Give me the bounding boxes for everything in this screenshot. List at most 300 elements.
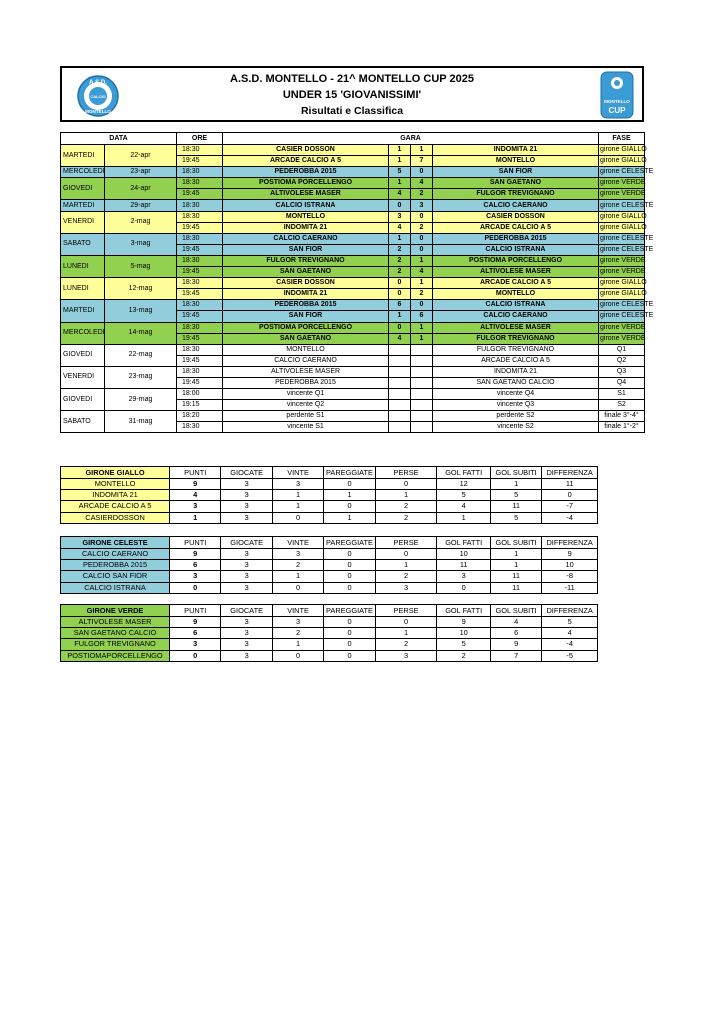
match-phase: girone CELESTE	[599, 167, 645, 178]
away-team: ARCADE CALCIO A 5	[433, 278, 599, 289]
stat-vinte: 0	[272, 512, 323, 523]
stat-pareggiate: 0	[324, 628, 375, 639]
stat-giocate: 3	[221, 560, 272, 571]
match-time: 18:30	[177, 178, 223, 189]
match-phase: S1	[599, 389, 645, 400]
team-name: FULGOR TREVIGNANO	[61, 639, 170, 650]
stat-perse: 1	[375, 560, 437, 571]
stat-gf: 5	[437, 639, 490, 650]
stat-diff: 11	[542, 479, 598, 490]
match-row	[61, 411, 645, 422]
match-phase: girone VERDE	[599, 189, 645, 200]
away-score: 4	[411, 178, 433, 189]
standings-column-header: GOL FATTI	[437, 467, 490, 479]
standings-column-header: PAREGGIATE	[324, 537, 375, 549]
stat-vinte: 1	[272, 571, 323, 582]
stat-punti: 6	[170, 560, 221, 571]
stat-pareggiate: 0	[324, 560, 375, 571]
stat-gs: 11	[490, 571, 541, 582]
match-day: LUNEDI	[61, 255, 105, 277]
match-time: 18:30	[177, 422, 223, 433]
standings-column-header: GOL SUBITI	[490, 537, 541, 549]
schedule-header-row	[61, 133, 645, 145]
stat-pareggiate: 0	[324, 639, 375, 650]
match-phase: girone CELESTE	[599, 233, 645, 244]
match-row	[61, 389, 645, 400]
match-phase: Q4	[599, 377, 645, 388]
home-team: MONTELLO	[223, 344, 389, 355]
standings-celeste-table	[60, 536, 598, 594]
stat-gf: 1	[437, 512, 490, 523]
stat-vinte: 3	[272, 617, 323, 628]
standings-column-header: PUNTI	[170, 605, 221, 617]
stat-giocate: 3	[221, 501, 272, 512]
away-score: 1	[411, 145, 433, 156]
away-score	[411, 400, 433, 411]
stat-perse: 3	[375, 650, 437, 661]
match-time: 18:30	[177, 278, 223, 289]
standings-column-header: PUNTI	[170, 537, 221, 549]
match-row	[61, 278, 645, 289]
stat-vinte: 1	[272, 639, 323, 650]
match-phase: girone VERDE	[599, 178, 645, 189]
stat-gs: 5	[490, 490, 541, 501]
group-name: GIRONE VERDE	[61, 605, 170, 617]
stat-giocate: 3	[221, 617, 272, 628]
stat-gs: 11	[490, 582, 541, 593]
home-score: 4	[389, 222, 411, 233]
match-date: 22-mag	[105, 344, 177, 366]
stat-diff: -7	[542, 501, 598, 512]
stat-gf: 4	[437, 501, 490, 512]
team-name: CALCIO CAERANO	[61, 549, 170, 560]
away-team: MONTELLO	[433, 289, 599, 300]
header-data: DATA	[61, 133, 177, 145]
match-phase: girone GIALLO	[599, 289, 645, 300]
stat-giocate: 3	[221, 628, 272, 639]
match-phase: finale 1°-2°	[599, 422, 645, 433]
match-phase: girone VERDE	[599, 333, 645, 344]
away-team: CALCIO ISTRANA	[433, 244, 599, 255]
match-phase: girone CELESTE	[599, 200, 645, 211]
home-team: ARCADE CALCIO A 5	[223, 156, 389, 167]
stat-vinte: 2	[272, 628, 323, 639]
stat-giocate: 3	[221, 512, 272, 523]
standings-row	[61, 560, 598, 571]
stat-perse: 0	[375, 617, 437, 628]
stat-diff: 9	[542, 549, 598, 560]
match-time: 18:30	[177, 233, 223, 244]
match-phase: girone CELESTE	[599, 311, 645, 322]
match-phase: Q1	[599, 344, 645, 355]
standings-column-header: DIFFERENZA	[542, 605, 598, 617]
match-day: MERCOLEDI	[61, 322, 105, 344]
svg-text:A.S.D.: A.S.D.	[89, 80, 107, 86]
standings-column-header: PAREGGIATE	[324, 467, 375, 479]
standings-column-header: GIOCATE	[221, 605, 272, 617]
away-team: vincente Q3	[433, 400, 599, 411]
match-phase: Q2	[599, 355, 645, 366]
standings-row	[61, 479, 598, 490]
match-phase: finale 3°-4°	[599, 411, 645, 422]
match-phase: girone GIALLO	[599, 278, 645, 289]
match-date: 14-mag	[105, 322, 177, 344]
match-phase: girone GIALLO	[599, 145, 645, 156]
home-score	[389, 377, 411, 388]
away-team: FULGOR TREVIGNANO	[433, 344, 599, 355]
match-row	[61, 322, 645, 333]
stat-diff: -4	[542, 639, 598, 650]
standings-header-row	[61, 605, 598, 617]
match-date: 12-mag	[105, 278, 177, 300]
home-team: SAN GAETANO	[223, 267, 389, 278]
team-name: ARCADE CALCIO A 5	[61, 501, 170, 512]
stat-giocate: 3	[221, 639, 272, 650]
away-score: 2	[411, 289, 433, 300]
away-score: 0	[411, 233, 433, 244]
away-score: 1	[411, 255, 433, 266]
stat-perse: 2	[375, 512, 437, 523]
away-score: 1	[411, 278, 433, 289]
stat-pareggiate: 1	[324, 490, 375, 501]
stat-perse: 2	[375, 571, 437, 582]
stat-punti: 9	[170, 479, 221, 490]
stat-pareggiate: 0	[324, 650, 375, 661]
team-name: POSTIOMAPORCELLENGO	[61, 650, 170, 661]
match-time: 18:30	[177, 344, 223, 355]
match-time: 19:45	[177, 267, 223, 278]
stat-gf: 2	[437, 650, 490, 661]
match-time: 19:15	[177, 400, 223, 411]
stat-diff: 4	[542, 628, 598, 639]
away-team: ARCADE CALCIO A 5	[433, 222, 599, 233]
away-team: SAN GAETANO	[433, 178, 599, 189]
match-time: 19:45	[177, 244, 223, 255]
stat-giocate: 3	[221, 490, 272, 501]
standings-column-header: VINTE	[272, 605, 323, 617]
match-date: 22-apr	[105, 145, 177, 167]
home-team: ALTIVOLESE MASER	[223, 366, 389, 377]
stat-gs: 5	[490, 512, 541, 523]
home-team: FULGOR TREVIGNANO	[223, 255, 389, 266]
home-score: 0	[389, 278, 411, 289]
match-date: 29-mag	[105, 389, 177, 411]
stat-pareggiate: 0	[324, 617, 375, 628]
match-phase: girone GIALLO	[599, 156, 645, 167]
standings-column-header: GIOCATE	[221, 537, 272, 549]
home-team: SAN FIOR	[223, 311, 389, 322]
match-row	[61, 145, 645, 156]
home-team: PEDEROBBA 2015	[223, 300, 389, 311]
away-score: 2	[411, 189, 433, 200]
match-time: 18:30	[177, 200, 223, 211]
match-time: 19:45	[177, 377, 223, 388]
stat-gs: 9	[490, 639, 541, 650]
match-day: MARTEDI	[61, 145, 105, 167]
team-name: MONTELLO	[61, 479, 170, 490]
team-name: PEDEROBBA 2015	[61, 560, 170, 571]
home-score	[389, 400, 411, 411]
home-score: 3	[389, 211, 411, 222]
team-name: CALCIO ISTRANA	[61, 582, 170, 593]
home-team: PEDEROBBA 2015	[223, 377, 389, 388]
match-row	[61, 300, 645, 311]
match-day: MARTEDI	[61, 200, 105, 211]
stat-diff: -8	[542, 571, 598, 582]
stat-diff: -4	[542, 512, 598, 523]
home-team: SAN FIOR	[223, 244, 389, 255]
match-date: 23-mag	[105, 366, 177, 388]
match-time: 19:45	[177, 355, 223, 366]
home-team: CALCIO CAERANO	[223, 233, 389, 244]
away-team: INDOMITA 21	[433, 366, 599, 377]
away-team: MONTELLO	[433, 156, 599, 167]
standings-row	[61, 549, 598, 560]
home-score: 0	[389, 200, 411, 211]
stat-vinte: 1	[272, 490, 323, 501]
stat-gf: 10	[437, 549, 490, 560]
match-time: 19:45	[177, 333, 223, 344]
stat-punti: 9	[170, 617, 221, 628]
away-team: CASIER DOSSON	[433, 211, 599, 222]
match-day: GIOVEDI	[61, 344, 105, 366]
stat-diff: -5	[542, 650, 598, 661]
match-phase: Q3	[599, 366, 645, 377]
home-score	[389, 344, 411, 355]
away-team: vincente Q4	[433, 389, 599, 400]
team-name: CASIERDOSSON	[61, 512, 170, 523]
match-phase: girone CELESTE	[599, 244, 645, 255]
stat-punti: 3	[170, 639, 221, 650]
home-score: 0	[389, 289, 411, 300]
home-score	[389, 422, 411, 433]
match-date: 29-apr	[105, 200, 177, 211]
match-row	[61, 366, 645, 377]
team-name: ALTIVOLESE MASER	[61, 617, 170, 628]
standings-column-header: VINTE	[272, 467, 323, 479]
stat-punti: 9	[170, 549, 221, 560]
match-day: MARTEDI	[61, 300, 105, 322]
standings-row	[61, 628, 598, 639]
stat-pareggiate: 0	[324, 501, 375, 512]
home-score: 1	[389, 178, 411, 189]
document-header	[60, 66, 644, 122]
stat-perse: 2	[375, 639, 437, 650]
match-phase: girone VERDE	[599, 322, 645, 333]
stat-perse: 2	[375, 501, 437, 512]
away-team: POSTIOMA PORCELLENGO	[433, 255, 599, 266]
stat-gf: 12	[437, 479, 490, 490]
home-team: vincente Q2	[223, 400, 389, 411]
home-team: vincente S1	[223, 422, 389, 433]
stat-giocate: 3	[221, 650, 272, 661]
stat-vinte: 0	[272, 582, 323, 593]
home-score: 1	[389, 233, 411, 244]
away-team: vincente S2	[433, 422, 599, 433]
title-line-3: Risultati e Classifica	[300, 105, 404, 117]
stat-perse: 0	[375, 549, 437, 560]
standings-row	[61, 512, 598, 523]
team-name: INDOMITA 21	[61, 490, 170, 501]
match-time: 18:30	[177, 300, 223, 311]
away-score: 1	[411, 322, 433, 333]
match-time: 19:45	[177, 156, 223, 167]
match-phase: girone VERDE	[599, 255, 645, 266]
home-score	[389, 389, 411, 400]
home-team: CALCIO ISTRANA	[223, 200, 389, 211]
away-score: 0	[411, 167, 433, 178]
standings-column-header: GIOCATE	[221, 467, 272, 479]
home-score: 1	[389, 311, 411, 322]
home-score	[389, 411, 411, 422]
header-gara: GARA	[223, 133, 599, 145]
stat-giocate: 3	[221, 582, 272, 593]
away-score	[411, 389, 433, 400]
home-score: 4	[389, 333, 411, 344]
svg-text:CUP: CUP	[608, 106, 626, 115]
match-time: 18:30	[177, 167, 223, 178]
home-team: CALCIO CAERANO	[223, 355, 389, 366]
away-score	[411, 355, 433, 366]
away-team: CALCIO CAERANO	[433, 311, 599, 322]
standings-column-header: GOL SUBITI	[490, 605, 541, 617]
home-score	[389, 355, 411, 366]
away-team: ALTIVOLESE MASER	[433, 267, 599, 278]
home-score: 2	[389, 267, 411, 278]
home-team: INDOMITA 21	[223, 289, 389, 300]
team-name: CALCIO SAN FIOR	[61, 571, 170, 582]
match-row	[61, 200, 645, 211]
stat-pareggiate: 0	[324, 479, 375, 490]
home-team: MONTELLO	[223, 211, 389, 222]
match-phase: girone GIALLO	[599, 222, 645, 233]
stat-gs: 6	[490, 628, 541, 639]
stat-diff: -11	[542, 582, 598, 593]
standings-row	[61, 501, 598, 512]
match-date: 5-mag	[105, 255, 177, 277]
match-day: VENERDI	[61, 366, 105, 388]
away-score: 7	[411, 156, 433, 167]
home-score: 0	[389, 322, 411, 333]
standings-column-header: GOL FATTI	[437, 605, 490, 617]
stat-gf: 5	[437, 490, 490, 501]
match-day: MERCOLEDI	[61, 167, 105, 178]
svg-text:CALCIO: CALCIO	[90, 94, 106, 99]
match-date: 2-mag	[105, 211, 177, 233]
stat-diff: 0	[542, 490, 598, 501]
standings-row	[61, 617, 598, 628]
stat-gf: 3	[437, 571, 490, 582]
home-team: CASIER DOSSON	[223, 145, 389, 156]
stat-punti: 1	[170, 512, 221, 523]
montello-cup-logo-icon	[600, 71, 634, 119]
away-team: ARCADE CALCIO A 5	[433, 355, 599, 366]
stat-vinte: 2	[272, 560, 323, 571]
group-name: GIRONE GIALLO	[61, 467, 170, 479]
stat-punti: 0	[170, 650, 221, 661]
match-time: 18:20	[177, 411, 223, 422]
stat-gs: 11	[490, 501, 541, 512]
match-row	[61, 178, 645, 189]
match-time: 19:45	[177, 189, 223, 200]
home-score: 4	[389, 189, 411, 200]
stat-pareggiate: 0	[324, 571, 375, 582]
home-team: INDOMITA 21	[223, 222, 389, 233]
match-row	[61, 233, 645, 244]
stat-diff: 10	[542, 560, 598, 571]
match-day: LUNEDI	[61, 278, 105, 300]
stat-punti: 6	[170, 628, 221, 639]
away-team: perdente S2	[433, 411, 599, 422]
match-time: 18:00	[177, 389, 223, 400]
stat-vinte: 1	[272, 501, 323, 512]
away-score: 2	[411, 222, 433, 233]
standings-verde-table	[60, 604, 598, 662]
home-team: SAN GAETANO	[223, 333, 389, 344]
away-team: INDOMITA 21	[433, 145, 599, 156]
away-team: SAN FIOR	[433, 167, 599, 178]
home-score: 1	[389, 145, 411, 156]
standings-column-header: GOL FATTI	[437, 537, 490, 549]
away-team: CALCIO ISTRANA	[433, 300, 599, 311]
match-date: 31-mag	[105, 411, 177, 433]
match-row	[61, 344, 645, 355]
stat-vinte: 0	[272, 650, 323, 661]
group-name: GIRONE CELESTE	[61, 537, 170, 549]
away-score	[411, 422, 433, 433]
stat-diff: 5	[542, 617, 598, 628]
home-score: 5	[389, 167, 411, 178]
match-date: 13-mag	[105, 300, 177, 322]
standings-row	[61, 571, 598, 582]
stat-gs: 1	[490, 560, 541, 571]
svg-text:MONTELLO: MONTELLO	[604, 99, 630, 104]
match-phase: girone VERDE	[599, 267, 645, 278]
stat-punti: 0	[170, 582, 221, 593]
home-score: 2	[389, 255, 411, 266]
home-team: POSTIOMA PORCELLENGO	[223, 322, 389, 333]
stat-gs: 1	[490, 549, 541, 560]
match-day: GIOVEDI	[61, 389, 105, 411]
standings-column-header: PAREGGIATE	[324, 605, 375, 617]
away-team: CALCIO CAERANO	[433, 200, 599, 211]
standings-row	[61, 650, 598, 661]
match-time: 19:45	[177, 289, 223, 300]
standings-row	[61, 582, 598, 593]
away-score	[411, 411, 433, 422]
stat-giocate: 3	[221, 549, 272, 560]
standings-column-header: PERSE	[375, 537, 437, 549]
stat-pareggiate: 0	[324, 582, 375, 593]
away-score: 4	[411, 267, 433, 278]
home-score	[389, 366, 411, 377]
standings-column-header: DIFFERENZA	[542, 537, 598, 549]
away-score: 1	[411, 333, 433, 344]
standings-row	[61, 639, 598, 650]
stat-vinte: 3	[272, 549, 323, 560]
stat-gf: 0	[437, 582, 490, 593]
stat-giocate: 3	[221, 479, 272, 490]
match-phase: girone CELESTE	[599, 300, 645, 311]
match-day: SABATO	[61, 233, 105, 255]
stat-gs: 4	[490, 617, 541, 628]
stat-perse: 3	[375, 582, 437, 593]
stat-gf: 11	[437, 560, 490, 571]
away-team: FULGOR TREVIGNANO	[433, 333, 599, 344]
home-team: ALTIVOLESE MASER	[223, 189, 389, 200]
away-team: ALTIVOLESE MASER	[433, 322, 599, 333]
stat-perse: 1	[375, 490, 437, 501]
